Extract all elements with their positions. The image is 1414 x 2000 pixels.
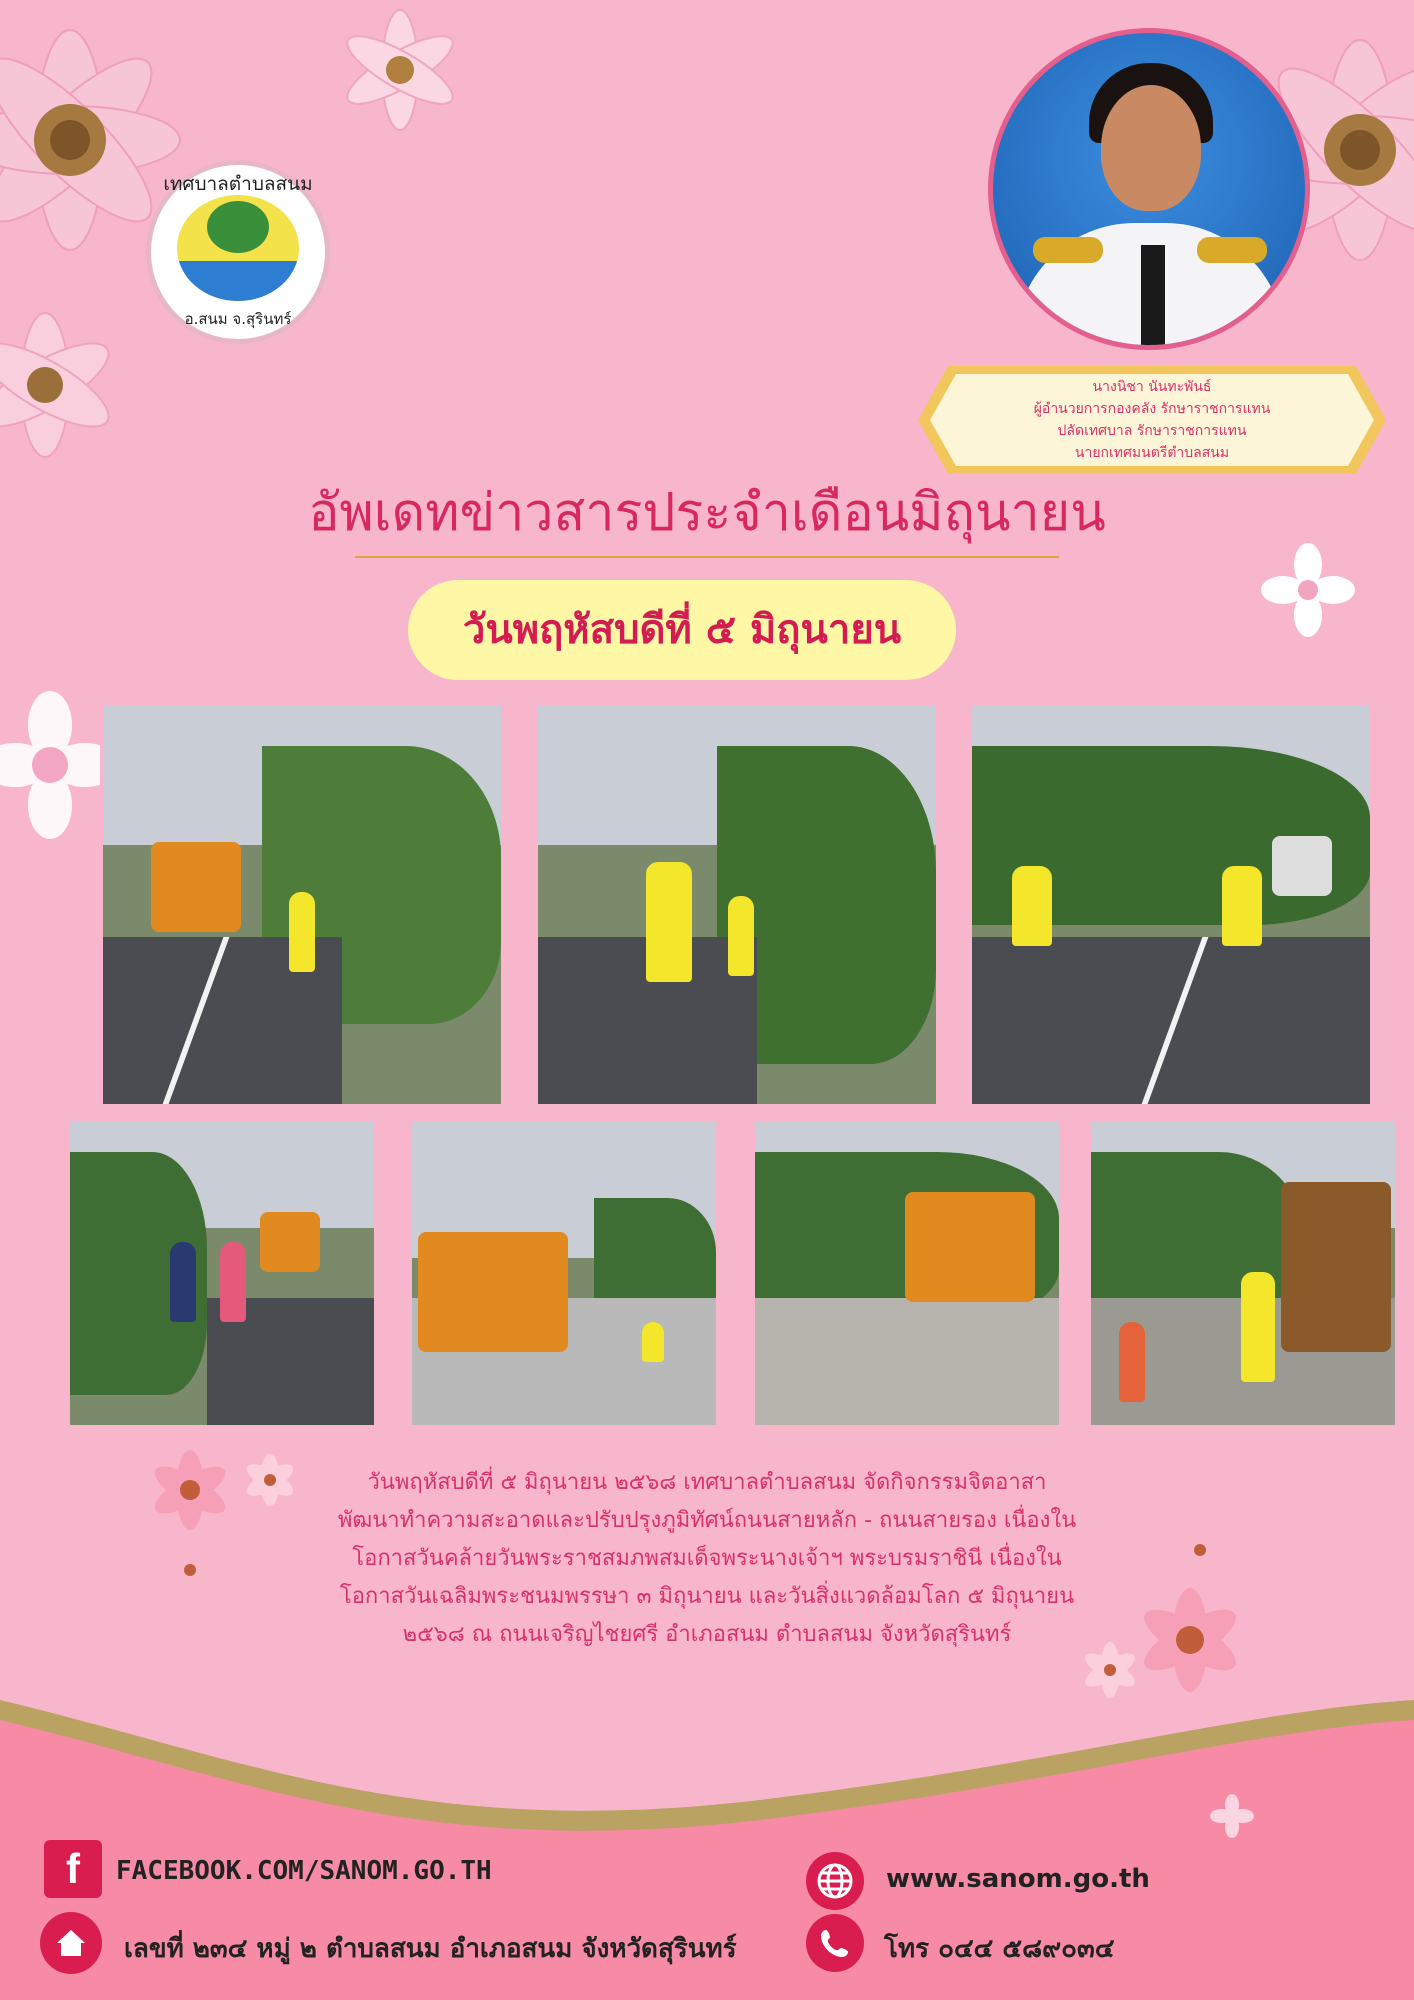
activity-photo-5 [412,1122,716,1425]
activity-photo-6 [755,1122,1059,1425]
activity-photo-3 [972,706,1370,1104]
phone-icon[interactable] [806,1914,864,1972]
logo-top-text: เทศบาลตำบลสนม [163,173,313,195]
flower-decoration-top [330,0,470,140]
globe-icon[interactable] [806,1852,864,1910]
activity-photo-2 [538,706,936,1104]
facebook-icon[interactable]: f [44,1840,102,1898]
activity-photo-7 [1091,1122,1395,1425]
official-position-1: ผู้อำนวยการกองคลัง รักษาราชการแทน [1033,401,1271,417]
logo-emblem [177,195,299,301]
official-position-2: ปลัดเทศบาล รักษาราชการแทน [1057,423,1247,439]
website-link[interactable]: www.sanom.go.th [886,1864,1150,1894]
ornament-left [0,690,100,840]
address-text: เลขที่ ๒๓๔ หมู่ ๒ ตำบลสนม อำเภอสนม จังหวัดสุรินทร์ [124,1934,737,1964]
activity-photo-1 [103,706,501,1104]
date-badge: วันพฤหัสบดีที่ ๕ มิถุนายน [408,580,956,680]
description-line: โอกาสวันเฉลิมพระชนมพรรษา ๓ มิถุนายน และวันสิ่งแวดล้อมโลก ๕ มิถุนายน [339,1584,1075,1609]
home-icon [40,1912,102,1974]
phone-number[interactable]: โทร ๐๔๔ ๕๘๙๐๓๔ [884,1934,1115,1964]
description-line: ๒๕๖๘ ณ ถนนเจริญไชยศรี อำเภอสนม ตำบลสนม จังหวัดสุรินทร์ [402,1622,1012,1647]
municipality-logo [146,160,330,344]
page-title: อัพเดทข่าวสารประจำเดือนมิถุนายน [308,483,1106,543]
ornament-right [1258,540,1358,640]
logo-bottom-text: อ.สนม จ.สุรินทร์ [184,310,292,328]
official-name: นางนิชา นันทะพันธ์ [1092,379,1212,395]
description-line: พัฒนาทำความสะอาดและปรับปรุงภูมิทัศน์ถนนสายหลัก - ถนนสายรอง เนื่องใน [337,1508,1077,1533]
official-portrait [988,28,1310,350]
flower-decoration-left [0,300,130,470]
activity-description [250,1464,1164,1654]
facebook-link[interactable]: FACEBOOK.COM/SANOM.GO.TH [116,1856,492,1886]
title-divider [355,556,1059,558]
description-line: วันพฤหัสบดีที่ ๕ มิถุนายน ๒๕๖๘ เทศบาลตำบลสนม จัดกิจกรรมจิตอาสา [367,1470,1047,1495]
ornament-footer [1210,1794,1254,1838]
official-name-plaque [918,366,1386,474]
description-line: โอกาสวันคล้ายวันพระราชสมภพสมเด็จพระนางเจ้าฯ พระบรมราชินี เนื่องใน [352,1546,1062,1571]
activity-photo-4 [70,1122,374,1425]
official-position-3: นายกเทศมนตรีตำบลสนม [1074,445,1230,461]
